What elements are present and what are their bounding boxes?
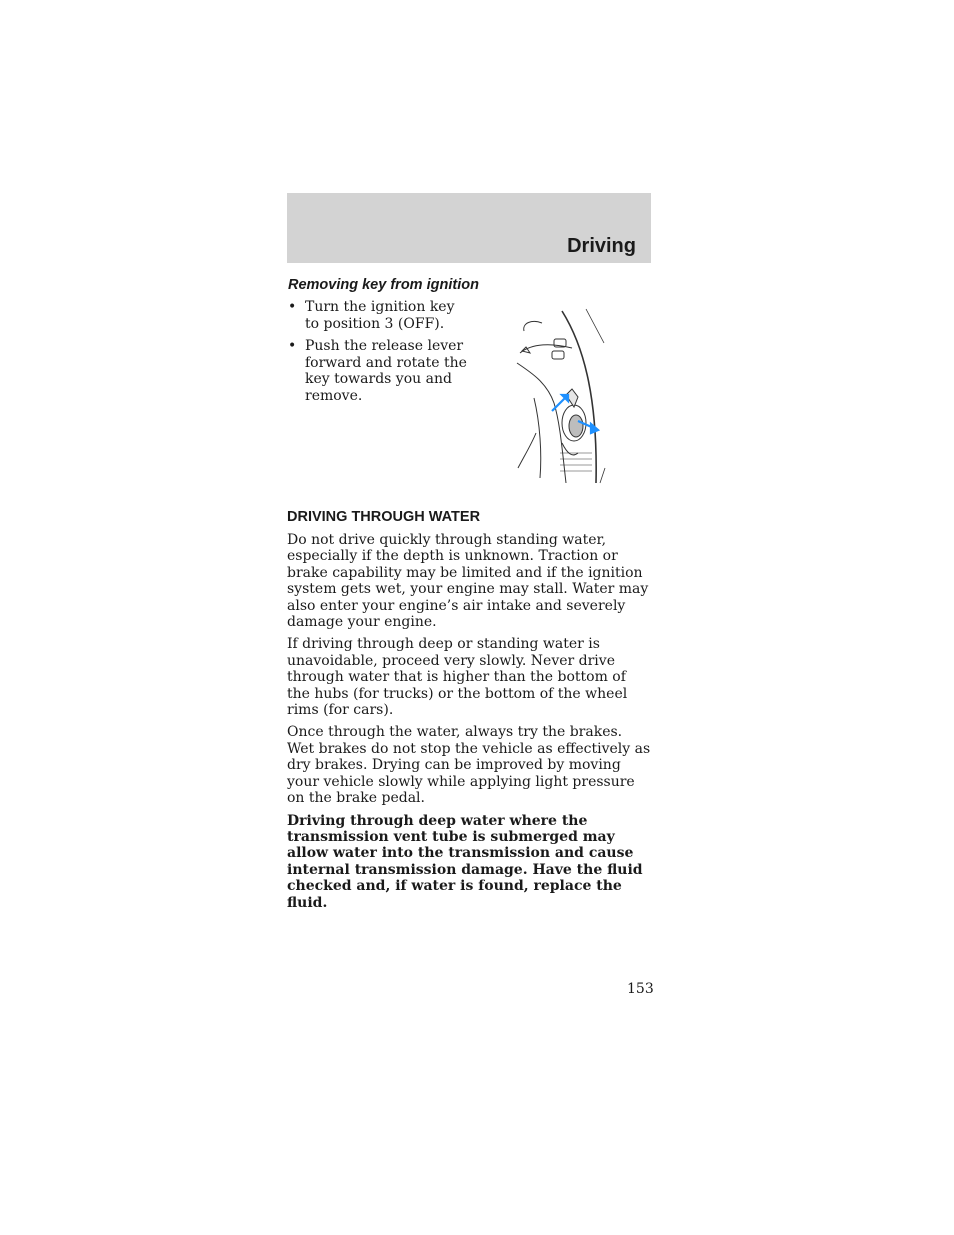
bullet-icon: • xyxy=(288,299,297,315)
removing-key-subheading: Removing key from ignition xyxy=(288,277,479,293)
section-title: Driving xyxy=(567,235,636,257)
step-text: Push the release lever forward and rotate the key towards you and remove. xyxy=(305,338,467,404)
driving-through-water-heading: DRIVING THROUGH WATER xyxy=(287,509,481,525)
list-item xyxy=(287,299,472,332)
ignition-key-removal-illustration xyxy=(512,303,612,485)
paragraph: Once through the water, always try the brakes. Wet brakes do not stop the vehicle as effectively as dry brakes. Drying can be improved by moving your vehicle slowly while applying light pressure on the brake pedal. xyxy=(287,724,651,807)
driving-through-water-body xyxy=(287,532,653,917)
step-text: Turn the ignition key to position 3 (OFF). xyxy=(305,299,455,332)
bullet-icon: • xyxy=(288,338,297,354)
paragraph: Do not drive quickly through standing water, especially if the depth is unknown. Traction or brake capability may be limited and if the ignition system gets wet, your engine may stall. Water may also enter your engine’s air intake and severely damage your engine. xyxy=(287,532,649,631)
page-number: 153 xyxy=(627,981,654,997)
section-header-band xyxy=(287,193,651,263)
list-item xyxy=(287,338,472,404)
removing-key-steps xyxy=(287,299,472,410)
paragraph: If driving through deep or standing water is unavoidable, proceed very slowly. Never drive through water that is higher than the bottom of the hubs (for trucks) or the bottom of the wheel rims (for cars). xyxy=(287,636,628,719)
transmission-warning: Driving through deep water where the transmission vent tube is submerged may allow water into the transmission and cause internal transmission damage. Have the fluid checked and, if water is found, replace the fluid. xyxy=(287,812,643,911)
